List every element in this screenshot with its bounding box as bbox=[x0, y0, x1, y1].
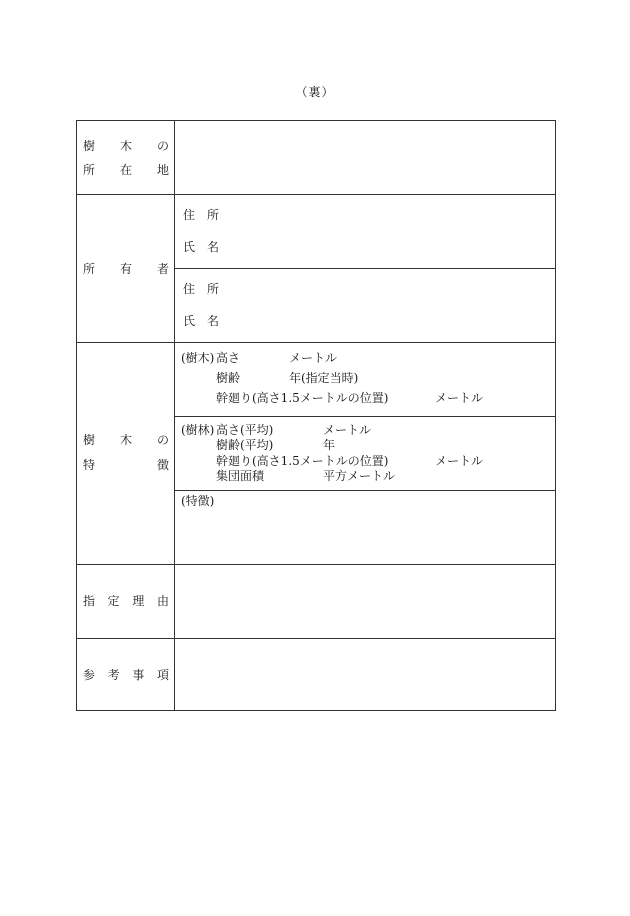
row-divider bbox=[77, 342, 555, 343]
tree-girth-label: 幹廻り(高さ1.5メートルの位置) bbox=[216, 391, 389, 405]
grove-area-unit: 平方メートル bbox=[323, 469, 396, 483]
tree-height-label: 高さ bbox=[216, 351, 241, 365]
location-label-line2: 所 在 地 bbox=[83, 163, 169, 177]
grove-girth-unit: メートル bbox=[435, 454, 484, 468]
owner-sub-divider bbox=[174, 268, 555, 269]
location-value-field[interactable] bbox=[174, 122, 556, 194]
grove-age-unit: 年 bbox=[323, 438, 336, 452]
grove-height-unit: メートル bbox=[323, 423, 372, 437]
grove-area-label: 集団面積 bbox=[216, 469, 265, 483]
owner-label: 所 有 者 bbox=[83, 262, 169, 276]
grove-height-label: 高さ(平均) bbox=[216, 423, 274, 437]
row-divider bbox=[77, 564, 555, 565]
owner2-name-label: 氏 名 bbox=[183, 314, 220, 328]
register-table bbox=[76, 120, 556, 711]
grove-girth-label: 幹廻り(高さ1.5メートルの位置) bbox=[216, 454, 389, 468]
features-sub-divider bbox=[174, 490, 555, 491]
owner2-address-label: 住 所 bbox=[183, 282, 220, 296]
tree-age-unit: 年(指定当時) bbox=[289, 371, 359, 385]
owner1-address-label: 住 所 bbox=[183, 208, 220, 222]
grove-age-label: 樹齢(平均) bbox=[216, 438, 274, 452]
location-label-line1: 樹 木 の bbox=[83, 139, 169, 153]
tree-height-unit: メートル bbox=[289, 351, 338, 365]
special-features-label: (特徴) bbox=[181, 494, 215, 508]
tree-age-label: 樹齢 bbox=[216, 371, 241, 385]
features-label-line1: 樹 木 の bbox=[83, 433, 169, 447]
notes-label: 参 考 事 項 bbox=[83, 668, 169, 682]
owner1-name-label: 氏 名 bbox=[183, 240, 220, 254]
features-sub-divider bbox=[174, 416, 555, 417]
tree-prefix: (樹木) bbox=[181, 351, 215, 365]
reason-label: 指 定 理 由 bbox=[83, 594, 169, 608]
page-title: （裏） bbox=[295, 85, 335, 99]
tree-girth-unit: メートル bbox=[435, 391, 484, 405]
grove-prefix: (樹林) bbox=[181, 423, 215, 437]
features-label-line2: 特 徴 bbox=[83, 458, 169, 472]
row-divider bbox=[77, 194, 555, 195]
row-divider bbox=[77, 638, 555, 639]
